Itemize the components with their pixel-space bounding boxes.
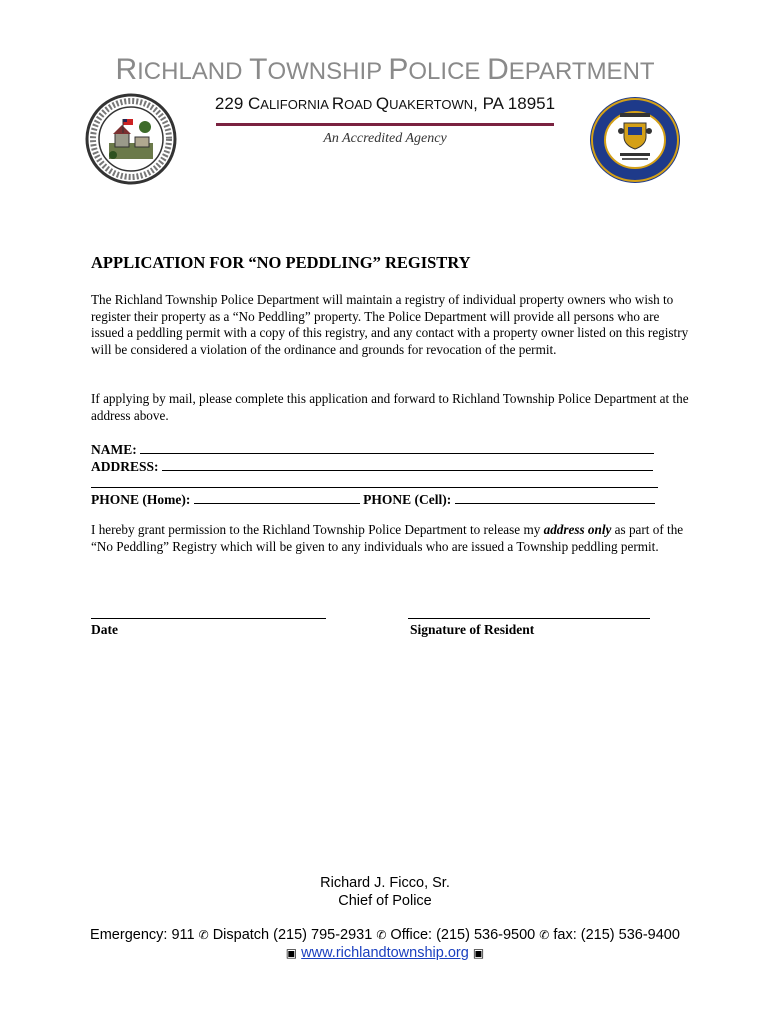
phone-icon: ✆ [539,928,550,942]
office-number: Office: (215) 536-9500 [390,927,536,943]
computer-icon: ▣ [285,946,298,960]
permission-paragraph: I hereby grant permission to the Richland Township Police Department to release my address only as part of the “No Peddling” Registry which will be given to any individuals who are issued a Township peddling permit. [91,522,684,554]
name-label: NAME: [91,442,137,457]
computer-icon: ▣ [472,946,485,960]
dispatch-number: Dispatch (215) 795-2931 [212,927,373,943]
accreditation-seal-icon [588,95,682,185]
website-line [0,944,770,962]
intro-paragraph: The Richland Township Police Department will maintain a registry of individual property owners who wish to register their property as a “No Peddling” property. The Police Department will provide all persons who are issued a peddling permit with a copy of this registry, and any contact with a property owner listed on this registry will be considered a violation of the ordinance and grounds for revocation of the permit. [91,292,689,358]
signature-label: Signature of Resident [410,622,535,637]
emphasis-text: address only [543,522,612,537]
fax-number: fax: (215) 536-9400 [553,927,680,943]
emergency-number: Emergency: 911 [90,927,195,943]
phone-cell-label: PHONE (Cell): [363,492,452,507]
phone-home-blank[interactable] [194,490,360,504]
department-address: 229 CALIFORNIA ROAD QUAKERTOWN, PA 18951 [214,94,556,113]
phone-cell-blank[interactable] [455,490,655,504]
phone-icon: ✆ [198,928,209,942]
address-blank-2[interactable] [91,474,658,488]
chief-name: Richard J. Ficco, Sr. [320,875,450,891]
website-link[interactable]: www.richlandtownship.org [301,945,469,961]
contact-line [0,926,770,944]
form-heading: APPLICATION FOR “NO PEDDLING” REGISTRY [91,253,471,272]
accredited-tagline: An Accredited Agency [323,131,447,146]
date-label: Date [91,622,118,637]
signature-line[interactable] [408,618,650,619]
department-title: RICHLAND TOWNSHIP POLICE DEPARTMENT [115,53,655,86]
address-blank[interactable] [162,457,653,471]
township-seal-icon [85,93,177,185]
mail-instructions: If applying by mail, please complete this application and forward to Richland Township Police Department at the address above. [91,391,689,423]
address-label: ADDRESS: [91,459,159,474]
phone-icon: ✆ [376,928,387,942]
address-field[interactable] [91,457,653,475]
name-field[interactable] [91,440,654,458]
date-line[interactable] [91,618,326,619]
phone-home-label: PHONE (Home): [91,492,191,507]
chief-title: Chief of Police [338,893,432,909]
name-blank[interactable] [140,440,654,454]
header-rule [216,123,554,126]
phone-fields[interactable] [91,490,655,508]
